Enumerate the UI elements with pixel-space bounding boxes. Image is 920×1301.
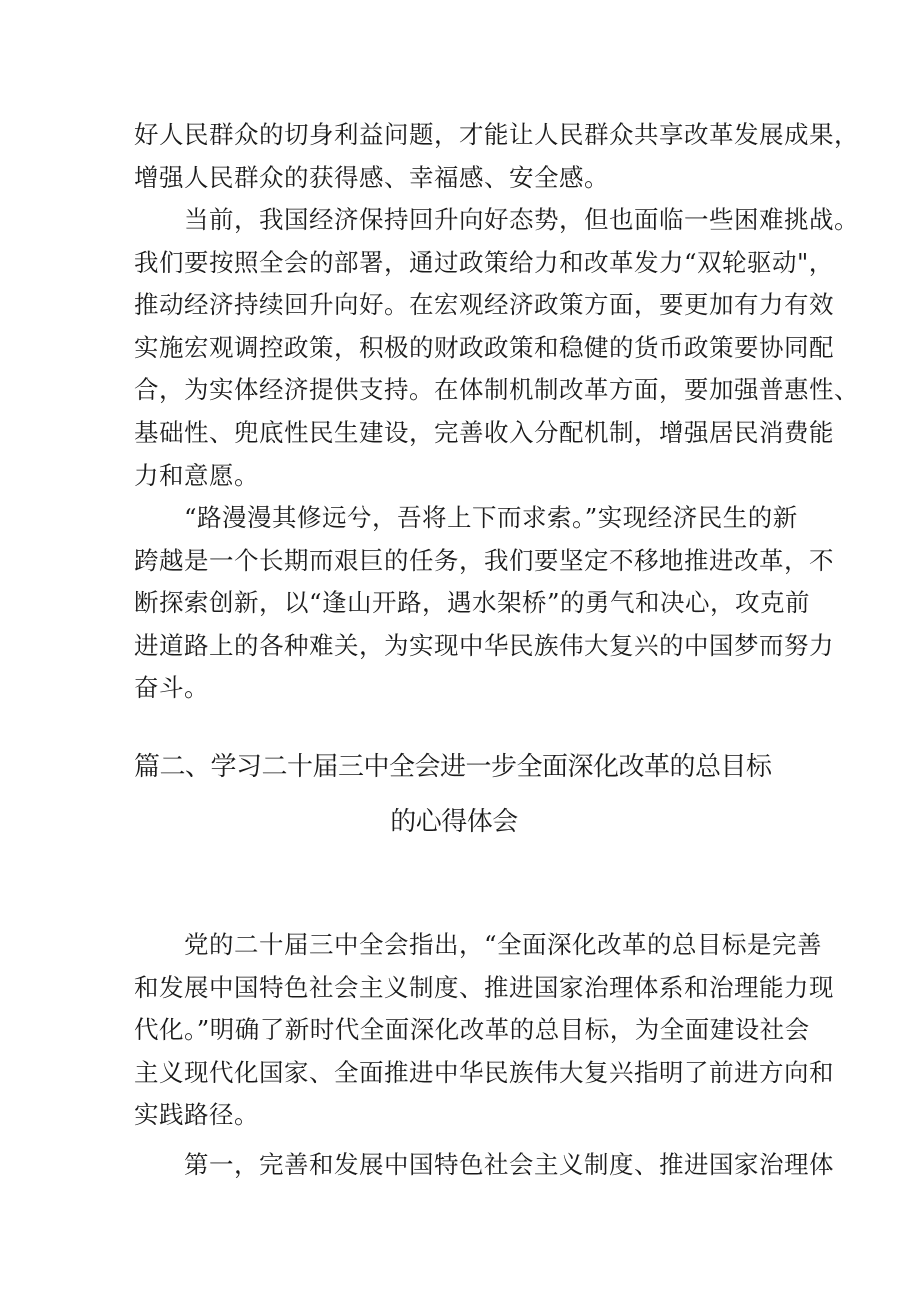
text-line: 党的二十届三中全会指出，“全面深化改革的总目标是完善: [134, 930, 823, 959]
text-line: 好人民群众的切身利益问题，才能让人民群众共享改革发展成果，: [134, 120, 859, 149]
text-line: 实践路径。: [134, 1100, 259, 1130]
text-line: 和发展中国特色社会主义制度、推进国家治理体系和治理能力现: [134, 972, 834, 1002]
text-line: “路漫漫其修远兮，吾将上下而求索。”实现经济民生的新: [134, 503, 798, 532]
text-line: 当前，我国经济保持回升向好态势，但也面临一些困难挑战。: [134, 205, 859, 234]
text-line: 合，为实体经济提供支持。在体制机制改革方面，要加强普惠性、: [134, 375, 859, 405]
paragraph-continuation: [134, 114, 859, 199]
text-line: 实施宏观调控政策，积极的财政政策和稳健的货币政策要协同配: [134, 332, 834, 362]
text-line: 主义现代化国家、全面推进中华民族伟大复兴指明了前进方向和: [134, 1057, 834, 1087]
text-line: 我们要按照全会的部署，通过政策给力和改革发力“双轮驱动"，: [134, 247, 834, 277]
paragraph-plenum: [134, 924, 834, 1137]
paragraph-first-point: [134, 1144, 834, 1187]
text-line: 断探索创新，以“逢山开路，遇水架桥”的勇气和决心，攻克前: [134, 588, 811, 618]
text-line: 推动经济持续回升向好。在宏观经济政策方面，要更加有力有效: [134, 290, 834, 320]
section-heading-line-2: 的心得体会: [390, 807, 518, 837]
text-line: 跨越是一个长期而艰巨的任务，我们要坚定不移地推进改革，不: [134, 545, 834, 575]
section-heading-line-1: 篇二、学习二十届三中全会进一步全面深化改革的总目标: [134, 752, 772, 782]
paragraph-economy: [134, 199, 859, 497]
text-line: 第一，完善和发展中国特色社会主义制度、推进国家治理体: [134, 1150, 834, 1179]
text-line: 基础性、兜底性民生建设，完善收入分配机制，增强居民消费能: [134, 417, 834, 447]
paragraph-quote: [134, 497, 834, 710]
text-line: 代化。”明确了新时代全面深化改革的总目标，为全面建设社会: [134, 1015, 810, 1045]
section-heading: [134, 740, 794, 850]
text-line: 力和意愿。: [134, 460, 259, 490]
text-line: 增强人民群众的获得感、幸福感、安全感。: [134, 162, 609, 192]
text-line: 奋斗。: [134, 673, 209, 703]
text-line: 进道路上的各种难关，为实现中华民族伟大复兴的中国梦而努力: [134, 630, 834, 660]
